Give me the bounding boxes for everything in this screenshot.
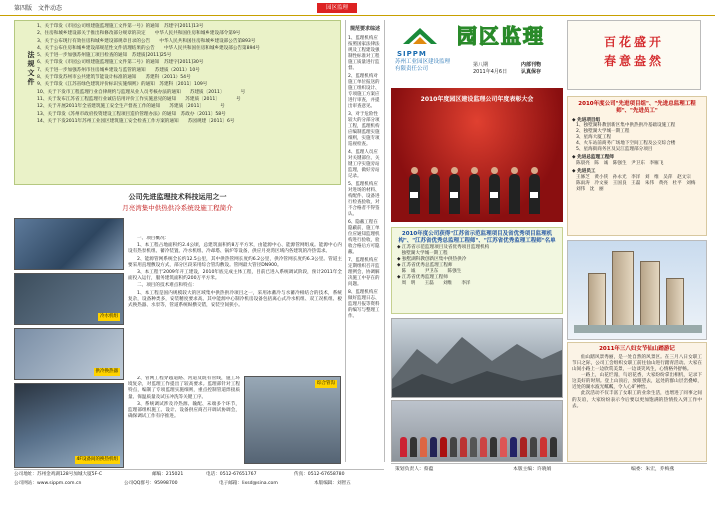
person-figure bbox=[480, 437, 487, 457]
honors-row: 4、火车站前商务广场地下空间工程及公交综合楼 bbox=[576, 141, 676, 147]
honors-box bbox=[567, 96, 707, 236]
list-item: 8、关于印发苏州市公共建筑节能设计标准的通知 苏建科（2011）54号 bbox=[37, 75, 191, 81]
provincial-awards-title: 2010年度公司获得"江苏省示范监理项目及省优秀项目监理机构"、"江苏省优秀总监理工程师"、"江苏省优秀监理工程师"名单 bbox=[398, 231, 556, 244]
provincial-awards-row: 周 明 王磊 刘维 李洋 bbox=[397, 281, 471, 286]
footer-fax: 传真：0512-67658780 bbox=[294, 472, 345, 477]
provincial-awards-row: ◆ 独墅湖科教创新区集中供热供冷 bbox=[397, 257, 467, 262]
internal-note-line: 认真保存 bbox=[521, 69, 542, 75]
slogan-line: 春意盎然 bbox=[603, 54, 664, 68]
contact-footer bbox=[14, 469, 384, 495]
person-figure bbox=[469, 174, 480, 214]
news-list bbox=[37, 24, 337, 126]
person-figure bbox=[430, 437, 437, 457]
column-heading: 规范要求综述 bbox=[349, 26, 380, 32]
honors-row: 2、独墅湖大学城一期工程 bbox=[576, 129, 630, 135]
internal-note-line: 内部刊物 bbox=[521, 62, 542, 68]
provincial-awards-row: 陈 诚 尹卫东 陈强生 bbox=[397, 269, 462, 274]
building-rendering bbox=[567, 240, 707, 340]
photo-caption: 4F设备间的换热机组 bbox=[76, 457, 118, 463]
honors-row: 王修芝 黄小侠 孙永光 李洋 刘 维 吴萍 赵文宗 bbox=[576, 174, 691, 180]
masthead bbox=[391, 20, 561, 85]
honors-section-label: ◆ 先进项目组 bbox=[572, 117, 601, 123]
list-item: 10、关于下发市工程监理行业自律规约与监理从业人员考核办法的通知 苏建质〔2011〕 号 bbox=[37, 89, 246, 95]
person-figure bbox=[420, 437, 427, 457]
feature-subtitle: 月亮湾集中供热供冷系统设施工程简介 bbox=[122, 203, 233, 212]
photo-caption: 供冷换热器 bbox=[95, 369, 118, 375]
edition-label: 第四版 文件动态 bbox=[14, 5, 63, 12]
list-item: 13、关于印发《苏州市政府投资建设工程项目造价管理办法》的通知 苏政办〔2011〕58号 bbox=[37, 111, 226, 117]
person-figure bbox=[510, 437, 517, 457]
footer-qq: 公司QQ群号：95998700 bbox=[124, 481, 178, 486]
news-tag: 法规文件 bbox=[27, 51, 35, 87]
list-item: 1、关于印发《市园公司组建施监理施工文件第一号》的通知 苏建字[2011]13号 bbox=[37, 24, 204, 29]
person-figure bbox=[400, 437, 407, 457]
issue-info bbox=[473, 62, 507, 76]
honors-section-label: ◆ 先进总监理工程师 bbox=[572, 155, 614, 161]
ceremony-photo bbox=[391, 88, 563, 222]
footer-address: 公司地址：苏州金鸡湖128号加城大厦5F-C bbox=[14, 472, 103, 477]
list-item: 4、关于公布住房和城乡建设部规范性文件清理结果的公告 中华人民共和国住房和城乡建设部公告第894号 bbox=[37, 45, 261, 51]
person-figure bbox=[450, 437, 457, 457]
column-paragraph: 8、监理机构应做好监理日志、监理月报等资料的编写与整理工作。 bbox=[348, 290, 380, 320]
honors-row: 刘伟 沈 丽 bbox=[576, 186, 604, 192]
provincial-awards-box bbox=[391, 227, 563, 314]
footer-postcode: 邮编：215021 bbox=[152, 472, 184, 477]
mountain-photo bbox=[391, 318, 563, 398]
section-badge: 园区监理 bbox=[317, 3, 357, 13]
tower-shape bbox=[588, 273, 606, 333]
list-item: 3、关于公布现行有效住房和城乡建设部规章目录的公告 中华人民共和国住房和城乡建设部公告第893号 bbox=[37, 38, 256, 44]
honors-row: 1、独墅湖科教创新区集中供热供冷基础设施工程 bbox=[576, 123, 676, 129]
podium-shape bbox=[574, 325, 702, 333]
person-figure bbox=[410, 437, 417, 457]
standards-column bbox=[345, 20, 385, 462]
heat-exchanger-photo bbox=[14, 328, 124, 380]
feature-header bbox=[14, 188, 341, 216]
feature-paragraph: 二、项目的技术难点和特点： bbox=[137, 283, 197, 289]
machine-room-photo bbox=[14, 383, 124, 468]
column-paragraph: 2、监理机构对施工单位报送的施工组织设计、专项施工方案应进行审查，并提出审查意见。 bbox=[348, 74, 380, 110]
footer-website[interactable]: 公司网站：www.sippm.com.cn bbox=[14, 481, 82, 486]
column-paragraph: 7、监理机构应定期组织召开监理例会，协调解决施工中存在的问题。 bbox=[348, 258, 380, 288]
feature-photo-column bbox=[14, 218, 124, 468]
footer-editorial-board: 编委：朱宏，乔梅燕 bbox=[631, 467, 675, 472]
feature-paragraph: 2、管网工程穿越道路、河道及既有管线，施工环境复杂，对监理工作提出了较高要求。监理部针对工程特点，编制了专项监理实施细则，重点控制管道焊接质量、保温质量及试压冲洗等关键工序。 bbox=[128, 376, 240, 400]
certificate-icon bbox=[450, 192, 458, 198]
footer-email[interactable]: 电子邮箱：lixsd@sina.com bbox=[219, 481, 278, 486]
person-figure bbox=[520, 437, 527, 457]
issue-date: 2011年4月6日 bbox=[473, 69, 508, 75]
feature-body-continued bbox=[128, 376, 240, 466]
slogan-line: 百花盛开 bbox=[603, 35, 664, 49]
regulations-news-box bbox=[14, 20, 341, 185]
list-item: 2、住房和城乡建设部关于推出和修改部分规章的决定 中华人民共和国住房和城乡建设部令第9号 bbox=[37, 31, 241, 37]
company-logo bbox=[391, 26, 453, 81]
column-paragraph: 1、监理机构应按照国家法律法规及工程建设强制性标准对工程施工质量进行监督。 bbox=[348, 36, 380, 72]
company-name: 苏州工业园区建设监理有限责任公司 bbox=[395, 59, 451, 72]
list-item: 5、关于进一步加强苏州施工项目检查的通知 苏建质[2011]25号 bbox=[37, 53, 172, 59]
feature-title: 公司先进监理技术科技运用之一 bbox=[128, 193, 227, 201]
column-paragraph: 4、监理人员应对关键部位、关键工序实施旁站监理，做好旁站记录。 bbox=[348, 150, 380, 180]
provincial-awards-row: ◆ 江苏省优秀总监理工程师 bbox=[397, 263, 453, 268]
person-figure bbox=[460, 437, 467, 457]
provincial-awards-row: ◆ 江苏省优秀监理工程师 bbox=[397, 275, 448, 280]
column-paragraph: 6、隐蔽工程在隐蔽前，施工单位应通知监理机构进行验收，验收合格后方可隐蔽。 bbox=[348, 220, 380, 256]
person-figure bbox=[490, 437, 497, 457]
pipe-gallery-photo bbox=[244, 376, 341, 464]
trip-paragraph: 一路上，山花烂漫，鸟语花香，大家纷纷拿出相机，记录下这美好的时刻。登上山顶后，放眼望去，远处的群山层峦叠嶂，近处的湖水波光粼粼，令人心旷神怡。 bbox=[572, 373, 702, 391]
person-figure bbox=[530, 437, 537, 457]
list-item: 9、关于印发《江苏省绿色建筑评价标识实施细则》的通知 苏建科〔2011〕109号 bbox=[37, 82, 208, 88]
feature-body bbox=[128, 236, 342, 374]
list-item: 6、关于印发《市园公司组建施监理施工文件第二号》的通知 苏建字[2011]30号 bbox=[37, 60, 204, 66]
list-item: 11、关于发布江苏省工程监理行业诚信信用评价工作实施意见的通知 苏建质〔2011〕 号 bbox=[37, 96, 241, 102]
person-figure bbox=[429, 174, 440, 214]
honors-row: 5、星海街商务区及吴江监理部分项目 bbox=[576, 147, 653, 153]
brand-acronym: SIPPM bbox=[397, 50, 427, 58]
trip-title: 2011年三八妇女节仙山踏游记 bbox=[599, 346, 675, 352]
column-paragraph: 5、监理机构应对进场的材料、构配件、设备进行检查验收，对不合格者不得签认。 bbox=[348, 182, 380, 218]
person-figure bbox=[440, 437, 447, 457]
honors-section-label: ◆ 先进员工 bbox=[572, 169, 596, 175]
provincial-awards-row: 独墅湖大学城一期工程 bbox=[397, 251, 448, 256]
honors-row: 3、星海大厦工程 bbox=[576, 135, 612, 141]
chiller-photo bbox=[14, 273, 124, 325]
masthead-title: 园区监理 bbox=[457, 24, 545, 48]
issue-number: 第八期 bbox=[473, 62, 489, 68]
photo-caption: 冷水机组 bbox=[100, 314, 118, 320]
honors-row: 陈晨亮 陈 诚 陈强生 尹卫东 李雁飞 bbox=[576, 161, 664, 167]
certificate-icon bbox=[530, 192, 538, 198]
footer-phone: 电话：0512-67651767 bbox=[206, 472, 257, 477]
footer-planner: 策划负责人：蔡蕴 bbox=[395, 467, 434, 472]
editorial-footer bbox=[391, 463, 707, 473]
trip-paragraph: 仙山踏风景秀丽，是一处自然的风景区。在三月八日女职工节日之际，公司工会组织女职工前往仙山进行踏青活动。大家在山间小路上一边欣赏美景，一边谈笑风生，心情格外舒畅。 bbox=[572, 354, 702, 373]
footer-editor-note: 本版编辑：刘智五 bbox=[314, 481, 351, 486]
person-figure bbox=[500, 437, 507, 457]
tower-shape bbox=[612, 251, 634, 333]
tower-shape bbox=[640, 261, 660, 333]
certificate-icon bbox=[490, 192, 498, 198]
provincial-awards-row: ◆ 江苏省示范监理项目及省优秀项目监理机构 bbox=[397, 245, 490, 250]
slogan-box bbox=[567, 20, 701, 90]
footer-editor: 本版主编：许晓娟 bbox=[513, 467, 552, 472]
feature-paragraph: 1、本工程占地面积约2.4公顷，总建筑面积约8万平方米，由能源中心、能源管网组成。能源中心内设有热泵机组、蓄冷装置、冷水机组、冷却塔、锅炉等设备，供应月亮湾区域内各建筑的冷热需求。 bbox=[128, 243, 342, 255]
person-figure bbox=[550, 437, 557, 457]
certificate-icon bbox=[410, 192, 418, 198]
person-figure bbox=[509, 174, 520, 214]
list-item: 14、关于下发2011年苏州工业园区建筑施工安全检查工作方案的通知 苏园规建〔2011〕6号 bbox=[37, 118, 235, 124]
column-paragraph: 3、对于危险性较大的分部分项工程，监理机构应编制监理实施细则，实施专项巡视检查。 bbox=[348, 112, 380, 148]
logo-chevron-icon bbox=[401, 26, 439, 46]
feature-paragraph: 3、本工程于2009年开工建设，2010年底完成主体工程，目前已进入系统调试阶段，预计2011年全面投入运行，服务建筑面积约200万平方米。 bbox=[128, 270, 342, 282]
feature-paragraph: 1、本工程是国内规模较大的区域集中供热供冷项目之一，采用冰蓄冷与水蓄冷相结合的技术，系统复杂，设备种类多，安装精度要求高。其中能源中心制冷机房设备包括离心式冷水机组、双工况机组、板式换热器、水泵等，管道系统纵横交错，安装空间狭小。 bbox=[128, 290, 342, 309]
top-bar bbox=[0, 0, 715, 16]
group-photo bbox=[391, 400, 563, 462]
person-figure bbox=[540, 437, 547, 457]
person-figure bbox=[470, 437, 477, 457]
internal-note bbox=[521, 62, 541, 76]
feature-paragraph: 3、系统调试涉及冷热源、输配、末端多个环节，监理部组织施工、设计、设备供应商召开调试协调会，确保调试工作有序推进。 bbox=[128, 401, 240, 420]
trip-article bbox=[567, 342, 707, 462]
equipment-photo bbox=[14, 218, 124, 270]
honors-title: 2010年度公司"先进项目组"、"先进总监理工程师"、"先进员工" bbox=[578, 101, 696, 114]
list-item: 12、关于开展2011年全省建筑施工安全生产督查工作的通知 苏建质〔2011〕 号 bbox=[37, 104, 225, 110]
mountain-icon bbox=[392, 319, 563, 398]
trip-paragraph: 此次活动不仅丰富了女职工的业余生活，也增进了同事之间的友谊，大家纷纷表示今后要以更加饱满的热情投入到工作中去。 bbox=[572, 391, 702, 409]
photo-caption: 综合管沟 bbox=[317, 381, 335, 386]
ceremony-banner: 2010年度园区建设监理公司年度表彰大会 bbox=[420, 96, 534, 103]
feature-paragraph: 2、能源管网系统全长约12.5公里，其中供热管网长度约6.2公里，供冷管网长度约6.3公里。管道主要采用直埋敷设方式，部分区段采用综合管沟敷设。管网最大管径DN900。 bbox=[128, 256, 342, 268]
list-item: 7、关于进一步加强苏州市住房城乡建设与监管的通知 苏建质（2011）10号 bbox=[37, 67, 200, 73]
honors-row: 陈雨涛 冷文豪 王国良 王磊 朱伟 黄亮 杜平 刘梅 bbox=[576, 180, 696, 186]
feature-paragraph: 一、项目概况： bbox=[137, 236, 170, 241]
